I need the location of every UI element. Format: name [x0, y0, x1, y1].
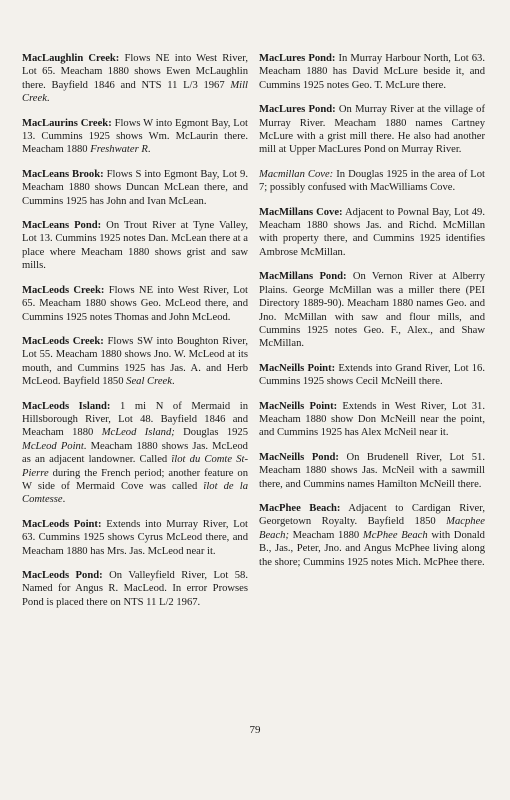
entry-headword: MacMillans Pond: — [259, 271, 347, 283]
entry-text: . Meacham 1880 shows Jas. McLeod as an adjacent landowner. Called — [22, 440, 248, 466]
entry-text: On Brudenell River, Lot 51. Meacham 1880 shows Jas. McNeil with a sawmill there, and Cummins names Hamilton McNeill there. — [259, 451, 486, 490]
left-column — [22, 52, 248, 620]
entry-text: On Vernon River at Alberry Plains. George McMillan was a miller there (PEI Directory 1889-90). Meacham 1880 names Geo. and Jno. McMillan with saw and flour mills, and Cummins 1925 notes Geo. F., Alex., and Shaw McMillan. — [259, 271, 485, 350]
entry-italic-text: Mill Creek — [22, 79, 248, 105]
entry-italic-text: McLeod Point — [22, 440, 84, 452]
entry-text: Extends in West River, Lot 31. Meacham 1880 show Don McNeill near the point, and Cummins 1925 has Alex McNeil near it. — [259, 400, 485, 439]
entry-text: Flows W into Egmont Bay, Lot 13. Cummins 1925 shows Wm. McLaurin there. Meacham 1880 — [22, 117, 248, 156]
right-column — [259, 52, 485, 580]
page-number: 79 — [249, 724, 261, 736]
entry-headword: MacPhee Beach: — [259, 502, 341, 514]
entry-italic-text: McLeod Island; — [101, 427, 175, 439]
gazetteer-entry — [22, 117, 248, 157]
entry-headword: MacLeans Brook: — [22, 168, 104, 180]
gazetteer-entry — [22, 284, 248, 324]
gazetteer-entry — [259, 502, 485, 569]
entry-headword: MacLeods Point: — [22, 518, 102, 530]
entry-text: . — [46, 93, 50, 105]
gazetteer-entry — [22, 518, 248, 558]
entry-text: Flows S into Egmont Bay, Lot 9. Meacham 1880 shows Duncan McLean there, and Cummins 1925 has John and Ivan McLean. — [22, 168, 248, 207]
entry-headword: MacNeills Point: — [259, 400, 338, 412]
entry-text: Adjacent to Cardigan River, Georgetown Royalty. Bayfield 1850 — [259, 502, 485, 528]
gazetteer-entry — [22, 219, 248, 273]
entry-italic-text: Seal Creek — [126, 376, 172, 388]
entry-text: Flows NE into West River, Lot 65. Meacham 1880 shows Geo. McLeod there, and Cummins 1925 notes Thomas and John McLeod. — [22, 284, 248, 323]
entry-headword: MacLures Pond: — [259, 53, 336, 64]
entry-italic-text: Macphee Beach; — [259, 516, 485, 541]
entry-text: . — [147, 144, 151, 156]
entry-text: . — [62, 494, 66, 506]
entry-text: Douglas 1925 — [174, 427, 249, 439]
gazetteer-entry — [259, 103, 485, 157]
gazetteer-entry — [259, 206, 485, 260]
gazetteer-entry — [22, 400, 248, 507]
entry-headword: MacNeills Pond: — [259, 451, 339, 463]
entry-italic-text: McPhee Beach — [362, 529, 428, 541]
entry-headword: MacLeods Creek: — [22, 284, 105, 296]
entry-text: Flows NE into West River, Lot 65. Meacham 1880 shows Ewen McLaughlin there. Bayfield 1846 and NTS 11 L/3 1967 — [22, 53, 248, 91]
gazetteer-entry — [259, 362, 485, 389]
entry-headword: MacLures Pond: — [259, 104, 336, 116]
entry-text: Meacham 1880 — [289, 529, 363, 541]
entry-text: Extends into Murray River, Lot 63. Cummins 1925 shows Cyrus McLeod there, and Meacham 1880 has Mrs. Jas. McLeod near it. — [22, 518, 248, 557]
entry-italic-text: Freshwater R — [90, 144, 148, 156]
gazetteer-entry — [22, 52, 248, 106]
entry-text: On Trout River at Tyne Valley, Lot 13. Cummins 1925 notes Dan. McLean there at a place where Meacham 1880 shows grist and saw mills. — [22, 220, 248, 272]
entry-text: Flows SW into Boughton River, Lot 55. Meacham 1880 shows Jno. W. McLeod at its mouth, and Cummins 1925 has Jas. A. and Herb McLeod. Bayfield 1850 — [22, 335, 248, 388]
gazetteer-entry — [259, 52, 485, 92]
entry-headword: MacLeods Island: — [22, 400, 111, 412]
gazetteer-entry — [259, 168, 485, 195]
gazetteer-entry — [22, 569, 248, 609]
entry-text: On Valleyfield River, Lot 58. Named for Angus R. MacLeod. In error Prowses Pond is placed there on NTS 11 L/2 1967. — [22, 570, 248, 608]
entry-text: 1 mi N of Mermaid in Hillsborough River, Lot 48. Bayfield 1846 and Meacham 1880 — [22, 400, 248, 439]
entry-text: Extends into Grand River, Lot 16. Cummins 1925 shows Cecil McNeill there. — [259, 362, 485, 388]
entry-italic-text: îlot de la Comtesse — [22, 480, 248, 506]
entry-text: In Douglas 1925 in the area of Lot 7; possibly confused with MacWilliams Cove. — [259, 168, 485, 194]
entry-text: with Donald B., Jas., Peter, Jno. and Angus McPhee living along the shore; Cummins 1925 notes Mich. McPhee there. — [259, 529, 485, 568]
entry-text: . — [171, 376, 175, 388]
gazetteer-entry — [259, 400, 485, 440]
entry-headword: MacNeills Point: — [259, 362, 336, 374]
entry-headword: MacLaurins Creek: — [22, 117, 112, 129]
entry-italic-text: îlot du Comte St-Pierre — [22, 454, 248, 479]
entry-text: Adjacent to Pownal Bay, Lot 49. Meacham 1880 shows Jas. and Richd. McMillan with property there, and Cummins 1925 identifies Ambrose McMillan. — [259, 206, 485, 258]
gazetteer-entry — [259, 270, 485, 350]
entry-text: during the French period; another feature on W side of Mermaid Cove was called — [22, 467, 248, 492]
gazetteer-entry — [22, 168, 248, 208]
entry-text: On Murray River at the village of Murray River. Meacham 1880 names Cartney McLure with a grist mill there. He also had another mill at Upper MacLures Pond on Murray River. — [259, 104, 485, 156]
entry-headword: MacLeods Pond: — [22, 570, 103, 581]
gazetteer-entry — [22, 335, 248, 389]
entry-headword: MacLaughlin Creek: — [22, 53, 120, 64]
entry-headword: MacLeods Creek: — [22, 335, 104, 347]
entry-headword: Macmillan Cove: — [259, 168, 334, 180]
entry-headword: MacMillans Cove: — [259, 206, 343, 218]
gazetteer-entry — [259, 451, 485, 491]
entry-text: In Murray Harbour North, Lot 63. Meacham 1880 has David McLure beside it, and Cummins 1925 notes Geo. T. McLure there. — [259, 53, 485, 91]
entry-headword: MacLeans Pond: — [22, 220, 102, 232]
